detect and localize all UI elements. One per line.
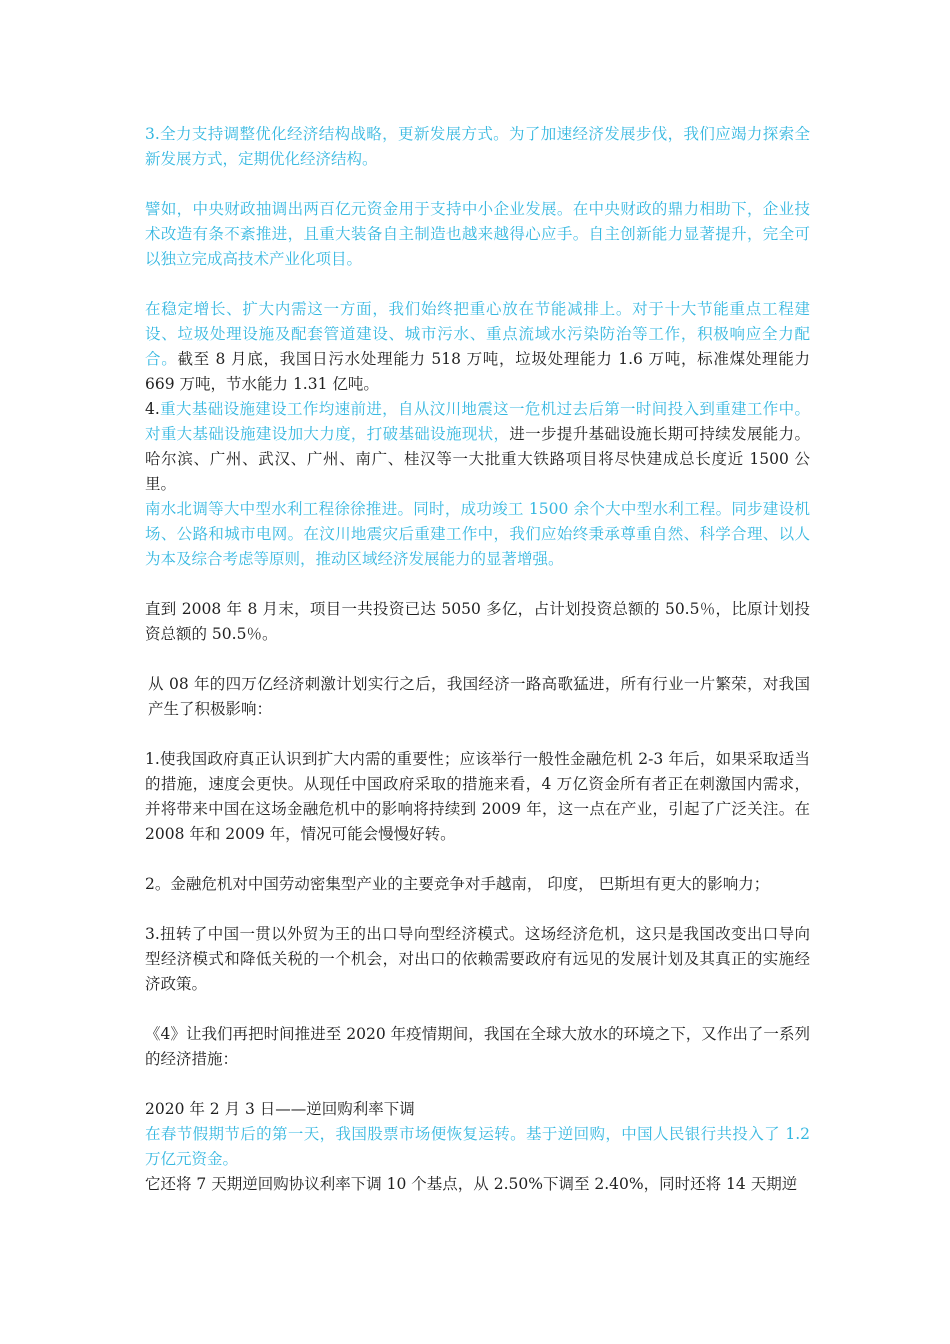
paragraph-stock-market-resume: 在春节假期节后的第一天，我国股票市场便恢复运转。基于逆回购，中国人民银行共投入了 1.2 万亿元资金。 [145,1125,810,1168]
energy-saving-stats: 截至 8 月底，我国日污水处理能力 518 万吨，垃圾处理能力 1.6 万吨，标准煤处理能力 669 万吨，节水能力 1.31 亿吨。 [145,350,810,393]
document-page [145,122,810,1197]
paragraph-competitors: 2。金融危机对中国劳动密集型产业的主要竞争对手越南， 印度， 巴斯坦有更大的影响力； [145,875,770,893]
paragraph-domestic-demand: 1.使我国政府真正认识到扩大内需的重要性；应该举行一般性金融危机 2-3 年后，如果采取适当的措施，速度会更快。从现任中国政府采取的措施来看，4 万亿资金所有者正在刺激国内需求，并将带来中国在这场金融危机中的影响将持续到 2009 年，这一点在产业，引起了广泛关注。在 2008 年和 2009 年，情况可能会慢慢好转。 [145,750,810,843]
paragraph-investment-total: 直到 2008 年 8 月末，项目一共投资已达 5050 多亿，占计划投资总额的 50.5％，比原计划投资总额的 50.5％。 [145,600,810,643]
paragraph-water-projects: 南水北调等大中型水利工程徐徐推进。同时，成功竣工 1500 余个大中型水利工程。同步建设机场、公路和城市电网。在汶川地震灾后重建工作中，我们应始终秉承尊重自然、科学合理、以人为本及综合考虑等原则，推动区域经济发展能力的显著增强。 [145,500,810,568]
paragraph-structure-optimization: 3.全力支持调整优化经济结构战略，更新发展方式。为了加速经济发展步伐，我们应竭力探索全新发展方式，定期优化经济结构。 [145,125,810,168]
paragraph-stimulus-impact: 从 08 年的四万亿经济刺激计划实行之后，我国经济一路高歌猛进，所有行业一片繁荣，对我国产生了积极影响： [148,675,810,718]
infrastructure-railway: 进一步提升基础设施长期可持续发展能力。哈尔滨、广州、武汉、广州、南广、桂汉等一大批重大铁路项目将尽快建成总长度近 1500 公里。 [145,425,810,493]
paragraph-rate-cut: 它还将 7 天期逆回购协议利率下调 10 个基点，从 2.50%下调至 2.40%，同时还将 14 天期逆 [145,1175,798,1193]
paragraph-energy-saving [145,297,810,397]
paragraph-sme-support: 譬如，中央财政抽调出两百亿元资金用于支持中小企业发展。在中央财政的鼎力相助下，企业技术改造有条不紊推进，且重大装备自主制造也越来越得心应手。自主创新能力显著提升，完全可以独立完成高技术产业化项目。 [145,200,810,268]
infrastructure-highlight: 重大基础设施建设工作均速前进，自从汶川地震这一危机过去后第一时间投入到重建工作中。对重大基础设施建设加大力度，打破基础设施现状， [145,400,810,443]
paragraph-2020-measures: 《4》让我们再把时间推进至 2020 年疫情期间，我国在全球大放水的环境之下，又作出了一系列的经济措施： [145,1025,810,1068]
paragraph-export-model: 3.扭转了中国一贯以外贸为王的出口导向型经济模式。这场经济危机，这只是我国改变出口导向型经济模式和降低关税的一个机会，对出口的依赖需要政府有远见的发展计划及其真正的实施经济政策。 [145,925,810,993]
paragraph-infrastructure [145,397,810,497]
energy-saving-highlight: 在稳定增长、扩大内需这一方面，我们始终把重心放在节能减排上。对于十大节能重点工程建设、垃圾处理设施及配套管道建设、城市污水、重点流域水污染防治等工作，积极响应全力配合。 [145,300,810,368]
infrastructure-number: 4. [145,400,160,418]
paragraph-reverse-repo-heading: 2020 年 2 月 3 日——逆回购利率下调 [145,1100,415,1118]
